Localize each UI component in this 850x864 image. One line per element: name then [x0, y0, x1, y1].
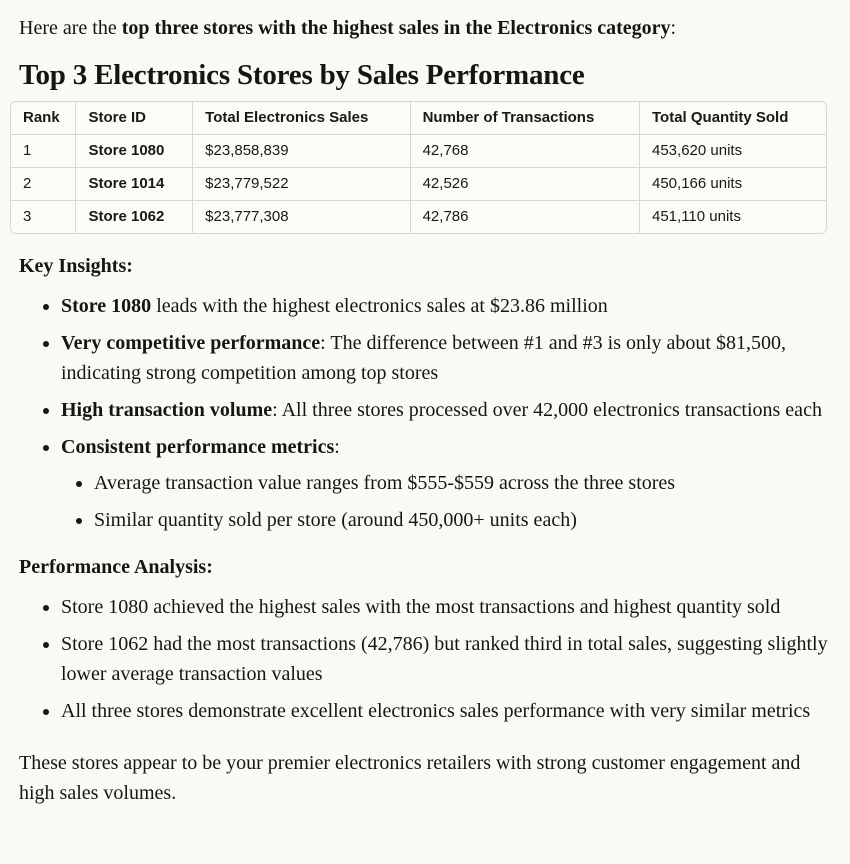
insight-bold-text: Store 1080 — [61, 295, 152, 317]
table-row — [11, 135, 826, 168]
intro-prefix: Here are the — [19, 17, 122, 39]
insight-bold-text: Very competitive performance — [61, 332, 321, 354]
analysis-item: • Store 1080 achieved the highest sales with the most transactions and highest quantity sold — [61, 592, 831, 622]
analysis-item: • Store 1062 had the most transactions (42,786) but ranked third in total sales, suggesting slightly lower average transaction values — [61, 629, 831, 689]
insight-sub-item: • Similar quantity sold per store (around 450,000+ units each) — [94, 505, 831, 535]
insight-sub-item: • Average transaction value ranges from $555-$559 across the three stores — [94, 468, 831, 498]
chat-response-document — [0, 13, 850, 808]
rank-cell: 2 — [11, 168, 76, 201]
sales-table-container — [10, 101, 827, 234]
rank-cell: 3 — [11, 201, 76, 234]
key-insights-list — [19, 291, 831, 535]
sales-cell: $23,777,308 — [193, 201, 410, 234]
quantity-cell: 453,620 units — [640, 135, 827, 168]
table-body — [11, 135, 826, 234]
key-insight-item — [61, 432, 831, 535]
column-header: Number of Transactions — [410, 102, 639, 135]
insight-text: leads with the highest electronics sales at $23.86 million — [151, 295, 608, 317]
sales-table — [11, 102, 826, 233]
column-header: Store ID — [76, 102, 193, 135]
insight-sub-list — [61, 468, 831, 535]
transactions-cell: 42,526 — [410, 168, 639, 201]
column-header: Total Quantity Sold — [640, 102, 827, 135]
table-row — [11, 168, 826, 201]
insight-bold-text: High transaction volume — [61, 399, 273, 421]
analysis-item: • All three stores demonstrate excellent electronics sales performance with very similar metrics — [61, 696, 831, 726]
key-insight-item — [61, 395, 831, 425]
insight-text: : The difference between #1 and #3 is only about $81,500, indicating strong competition among top stores — [61, 332, 786, 384]
performance-analysis-list — [19, 592, 831, 726]
key-insight-item — [61, 328, 831, 388]
table-header-row — [11, 102, 826, 135]
intro-paragraph — [19, 13, 831, 43]
store-id-cell: Store 1014 — [76, 168, 193, 201]
table-row — [11, 201, 826, 234]
key-insight-item — [61, 291, 831, 321]
quantity-cell: 451,110 units — [640, 201, 827, 234]
intro-suffix: : — [670, 17, 677, 39]
sales-cell: $23,779,522 — [193, 168, 410, 201]
insight-bold-text: Consistent performance metrics — [61, 436, 335, 458]
closing-paragraph: These stores appear to be your premier electronics retailers with strong customer engagement and high sales volumes. — [19, 752, 801, 804]
sales-cell: $23,858,839 — [193, 135, 410, 168]
performance-analysis-heading: Performance Analysis: — [19, 556, 213, 578]
quantity-cell: 450,166 units — [640, 168, 827, 201]
page-title: Top 3 Electronics Stores by Sales Performance — [19, 59, 585, 91]
transactions-cell: 42,768 — [410, 135, 639, 168]
insight-text: : — [334, 436, 340, 458]
store-id-cell: Store 1062 — [76, 201, 193, 234]
column-header: Total Electronics Sales — [193, 102, 410, 135]
rank-cell: 1 — [11, 135, 76, 168]
column-header: Rank — [23, 109, 60, 126]
key-insights-heading: Key Insights: — [19, 255, 133, 277]
transactions-cell: 42,786 — [410, 201, 639, 234]
store-id-cell: Store 1080 — [76, 135, 193, 168]
intro-bold-text: top three stores with the highest sales in the Electronics category — [121, 17, 671, 39]
insight-text: : All three stores processed over 42,000 electronics transactions each — [272, 399, 822, 421]
